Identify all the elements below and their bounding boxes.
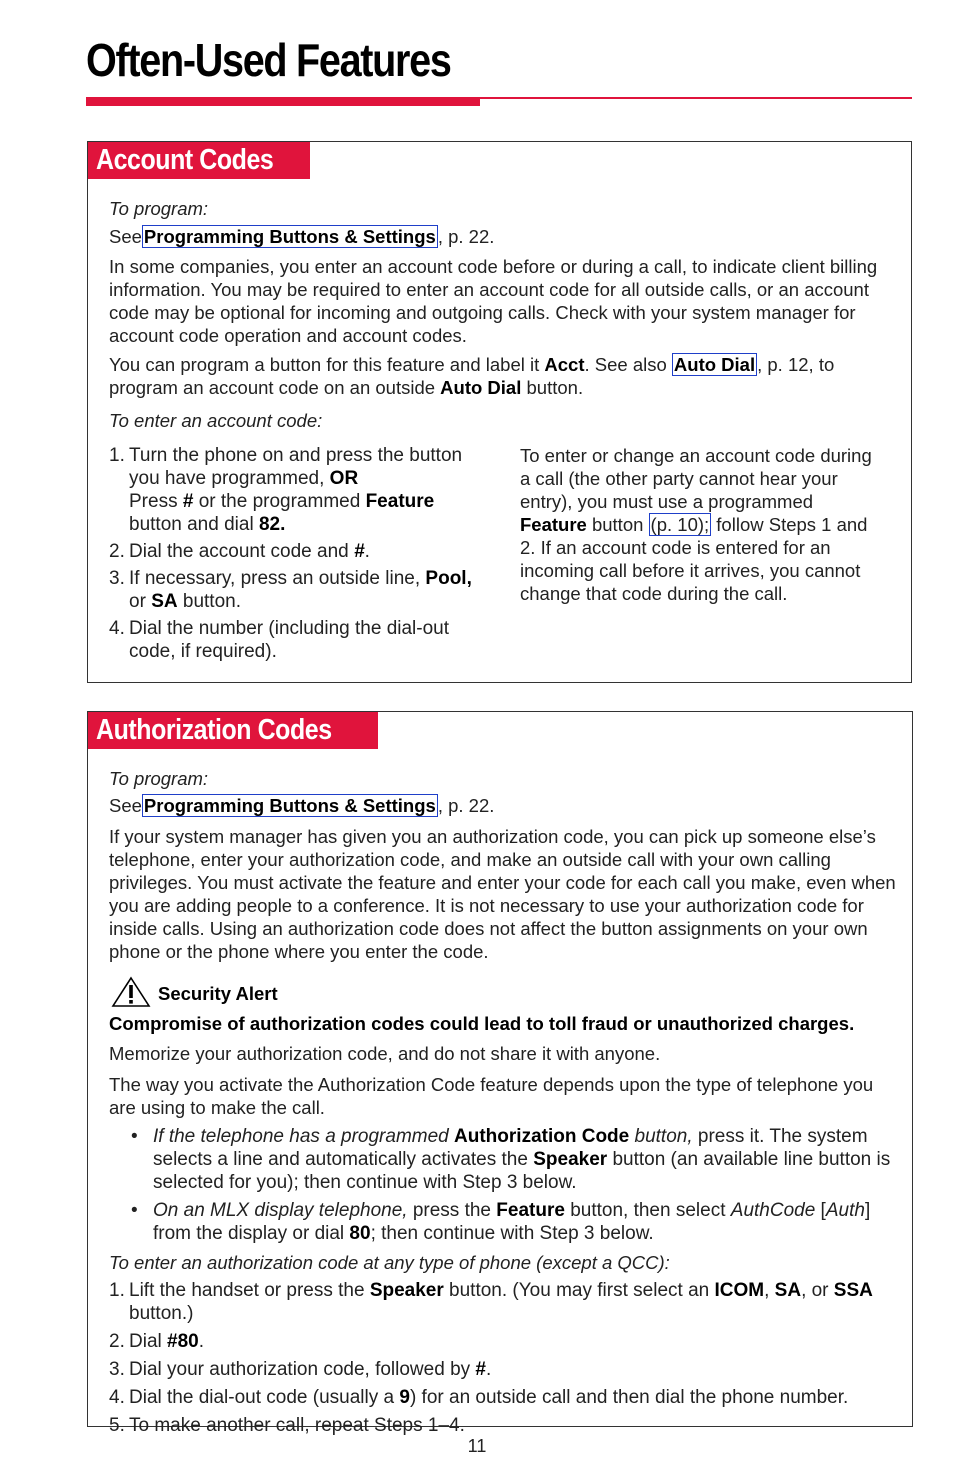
account-to-enter-label: To enter an account code: <box>109 410 323 431</box>
list-item: 2. Dial the account code and #. <box>109 541 370 562</box>
security-alert-warning: Compromise of authorization codes could lead to toll fraud or unauthorized charges. <box>109 1013 855 1034</box>
page-title: Often-Used Features <box>86 34 451 86</box>
account-steps-list <box>109 444 484 663</box>
auth-to-enter-label: To enter an authorization code at any type of phone (except a QCC): <box>109 1252 670 1273</box>
memorize-note: Memorize your authorization code, and do not share it with anyone. <box>109 1043 661 1064</box>
list-item: 4. Dial the number (including the dial-out code, if required). <box>109 618 450 662</box>
account-intro-paragraph: In some companies, you enter an account code before or during a call, to indicate client billing information. You may be required to enter an account code for all outside calls, or an account code may be optional for incoming and outgoing calls. Check with your system manager for account code operation and account codes. <box>109 256 878 346</box>
auth-intro-paragraph: If your system manager has given you an authorization code, you can pick up someone else’s telephone, enter your authorization code, and make an outside call with your own calling privileges. You must activate the feature and enter your code for each call you make, even when you are adding people to a conference. It is not necessary to use your authorization code for inside calls. Using an authorization code does not affect the button assignments on your own phone or the phone where you enter the code. <box>109 826 896 962</box>
list-item: 1. Turn the phone on and press the button you have programmed, OR Press # or the programmed Feature button and dial 82. <box>109 445 463 535</box>
list-item: 2. Dial #80. <box>109 1331 204 1352</box>
account-programming-link[interactable]: Programming Buttons & Settings <box>143 226 436 247</box>
security-alert-title: Security Alert <box>158 983 278 1004</box>
list-item: 1. Lift the handset or press the Speaker button. (You may first select an ICOM, SA, or SSA button.) <box>109 1280 873 1324</box>
list-item: • If the telephone has a programmed Authorization Code button, press it. The system selects a line and automatically activates the Speaker button (an available line button is selected for you); then continue with Step 3 below. <box>131 1126 891 1193</box>
title-rule-accent <box>86 97 480 106</box>
auth-to-program-label: To program: <box>109 768 209 789</box>
authorization-codes-header: Authorization Codes <box>88 712 378 749</box>
phone-type-bullets <box>131 1125 891 1245</box>
list-item: 3. Dial your authorization code, followed by #. <box>109 1359 492 1380</box>
account-to-program-label: To program: <box>109 198 209 219</box>
account-codes-section <box>87 141 912 683</box>
page-10-link[interactable]: (p. 10); <box>650 514 710 535</box>
list-item: 3. If necessary, press an outside line, Pool, or SA button. <box>109 568 472 612</box>
list-item: 5. To make another call, repeat Steps 1–4. <box>109 1415 465 1436</box>
auth-programming-link[interactable]: Programming Buttons & Settings <box>143 795 436 816</box>
list-item: 4. Dial the dial-out code (usually a 9) for an outside call and then dial the phone number. <box>109 1387 849 1408</box>
list-item: • On an MLX display telephone, press the Feature button, then select AuthCode [Auth] from the display or dial 80; then continue with Step 3 below. <box>131 1200 871 1244</box>
account-see-line: See Programming Buttons & Settings , p. 22. <box>109 226 495 247</box>
account-program-paragraph: You can program a button for this feature and label it Acct. See also Auto Dial , p. 12, to program an account code on an outside Auto Dial button. <box>109 354 835 398</box>
auth-see-line: See Programming Buttons & Settings , p. 22. <box>109 795 495 816</box>
account-codes-header: Account Codes <box>88 142 310 179</box>
account-side-note: To enter or change an account code during a call (the other party cannot hear your entry), you must use a programmed Feature button (p. 10); follow Steps 1 and 2. If an account code is entered for an incoming call before it arrives, you cannot change that code during the call. <box>520 445 872 604</box>
authorization-codes-section <box>87 711 913 1436</box>
page-number: 11 <box>467 1436 487 1456</box>
activation-paragraph: The way you activate the Authorization Code feature depends upon the type of telephone you are using to make the call. <box>109 1074 874 1118</box>
auto-dial-link[interactable]: Auto Dial <box>673 354 756 375</box>
auth-steps-list <box>109 1279 899 1437</box>
warning-triangle-icon <box>111 976 151 1008</box>
